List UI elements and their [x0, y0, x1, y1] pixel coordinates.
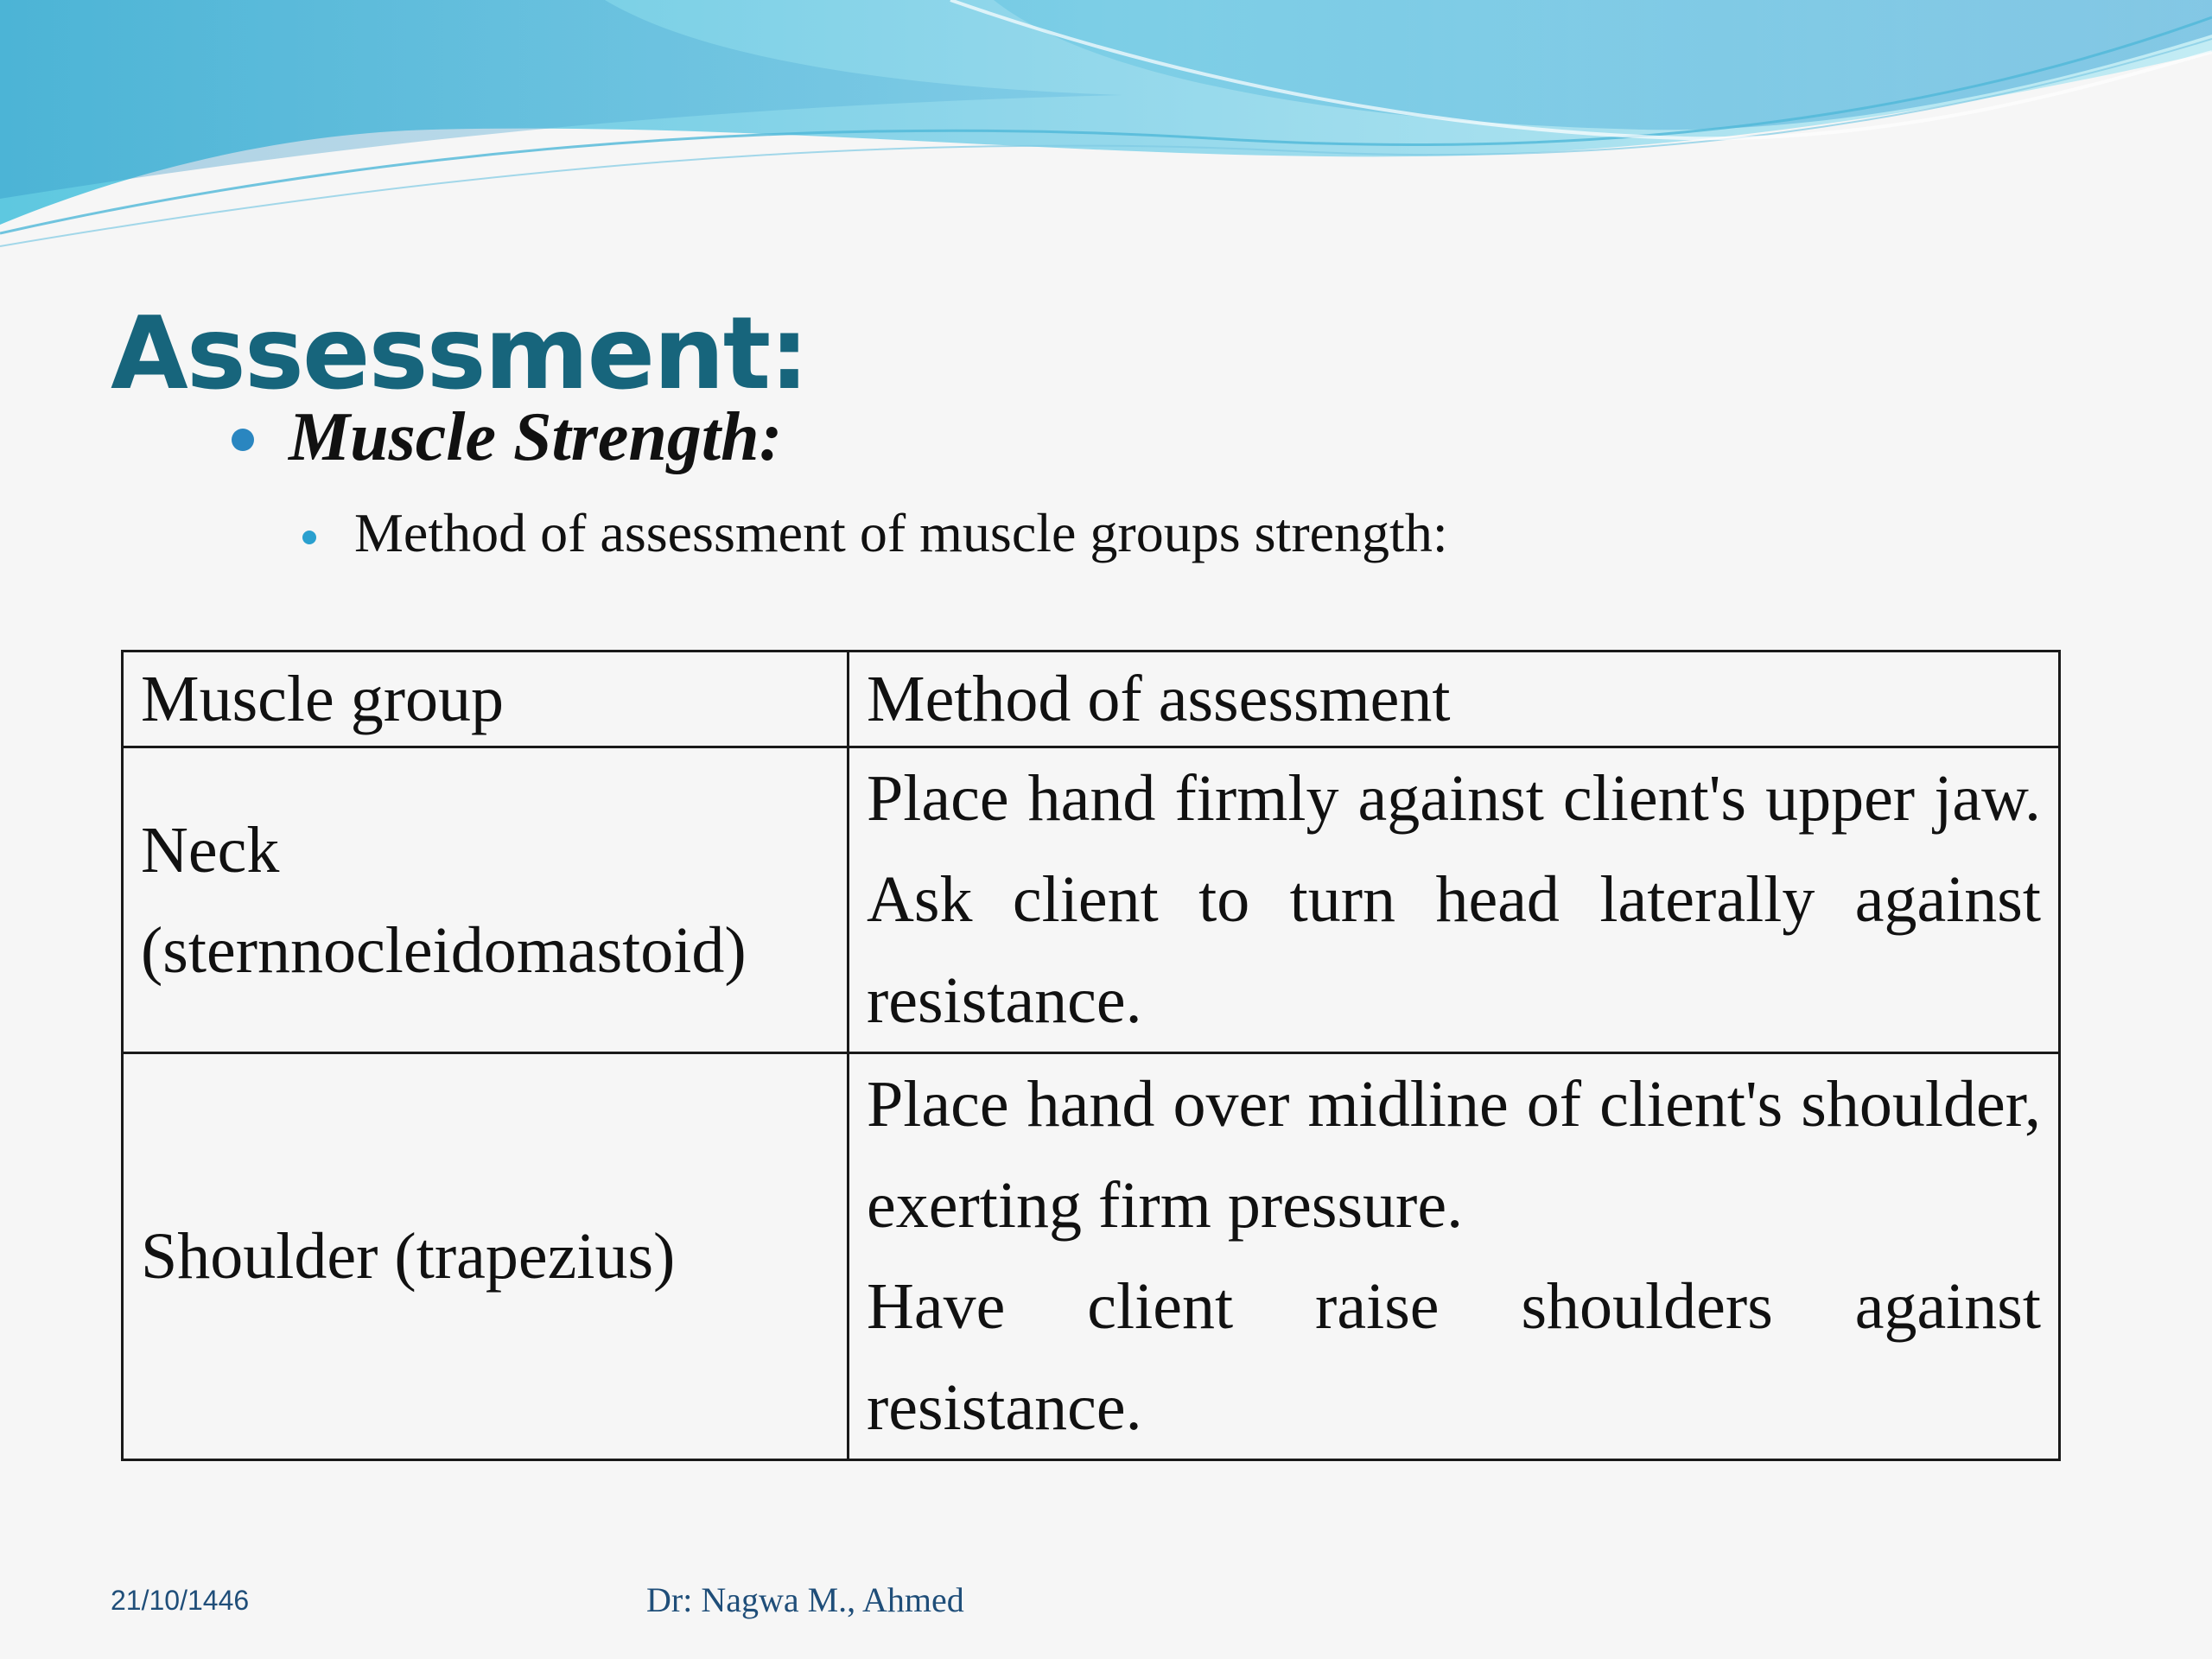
table-row: [123, 747, 2060, 1053]
bullet-method-of-assessment: [302, 503, 1448, 563]
footer-date: 21/10/1446: [111, 1585, 250, 1616]
muscle-group-cell: [123, 747, 849, 1053]
slide-title: Assessment:: [111, 296, 808, 412]
muscle-group-detail: (sternnocleidomastoid): [141, 913, 747, 987]
column-header-muscle-group: Muscle group: [123, 652, 849, 747]
table-header-row: [123, 652, 2060, 747]
bullet-muscle-strength-label: Muscle Strength:: [289, 399, 783, 475]
method-cell: [849, 747, 2060, 1053]
muscle-group-name: Neck: [141, 813, 280, 887]
bullet-dot-icon: [232, 429, 254, 451]
header-wave-decoration: [0, 0, 2212, 259]
sub-bullet-dot-icon: [302, 531, 316, 544]
method-text: Place hand firmly against client's upper jaw. Ask client to turn head laterally against resistance.: [867, 762, 2041, 1037]
column-header-method: Method of assessment: [849, 652, 2060, 747]
method-text: Place hand over midline of client's shoulder, exerting firm pressure.: [867, 1068, 2041, 1242]
muscle-assessment-table: [121, 650, 2061, 1461]
method-text: Have client raise shoulders against resistance.: [867, 1270, 2041, 1444]
table-row: [123, 1053, 2060, 1460]
method-cell: [849, 1053, 2060, 1460]
bullet-muscle-strength: [232, 399, 782, 475]
footer-author: Dr: Nagwa M., Ahmed: [646, 1580, 964, 1619]
muscle-group-cell: Shoulder (trapezius): [123, 1053, 849, 1460]
bullet-method-of-assessment-label: Method of assessment of muscle groups strength:: [354, 502, 1448, 563]
